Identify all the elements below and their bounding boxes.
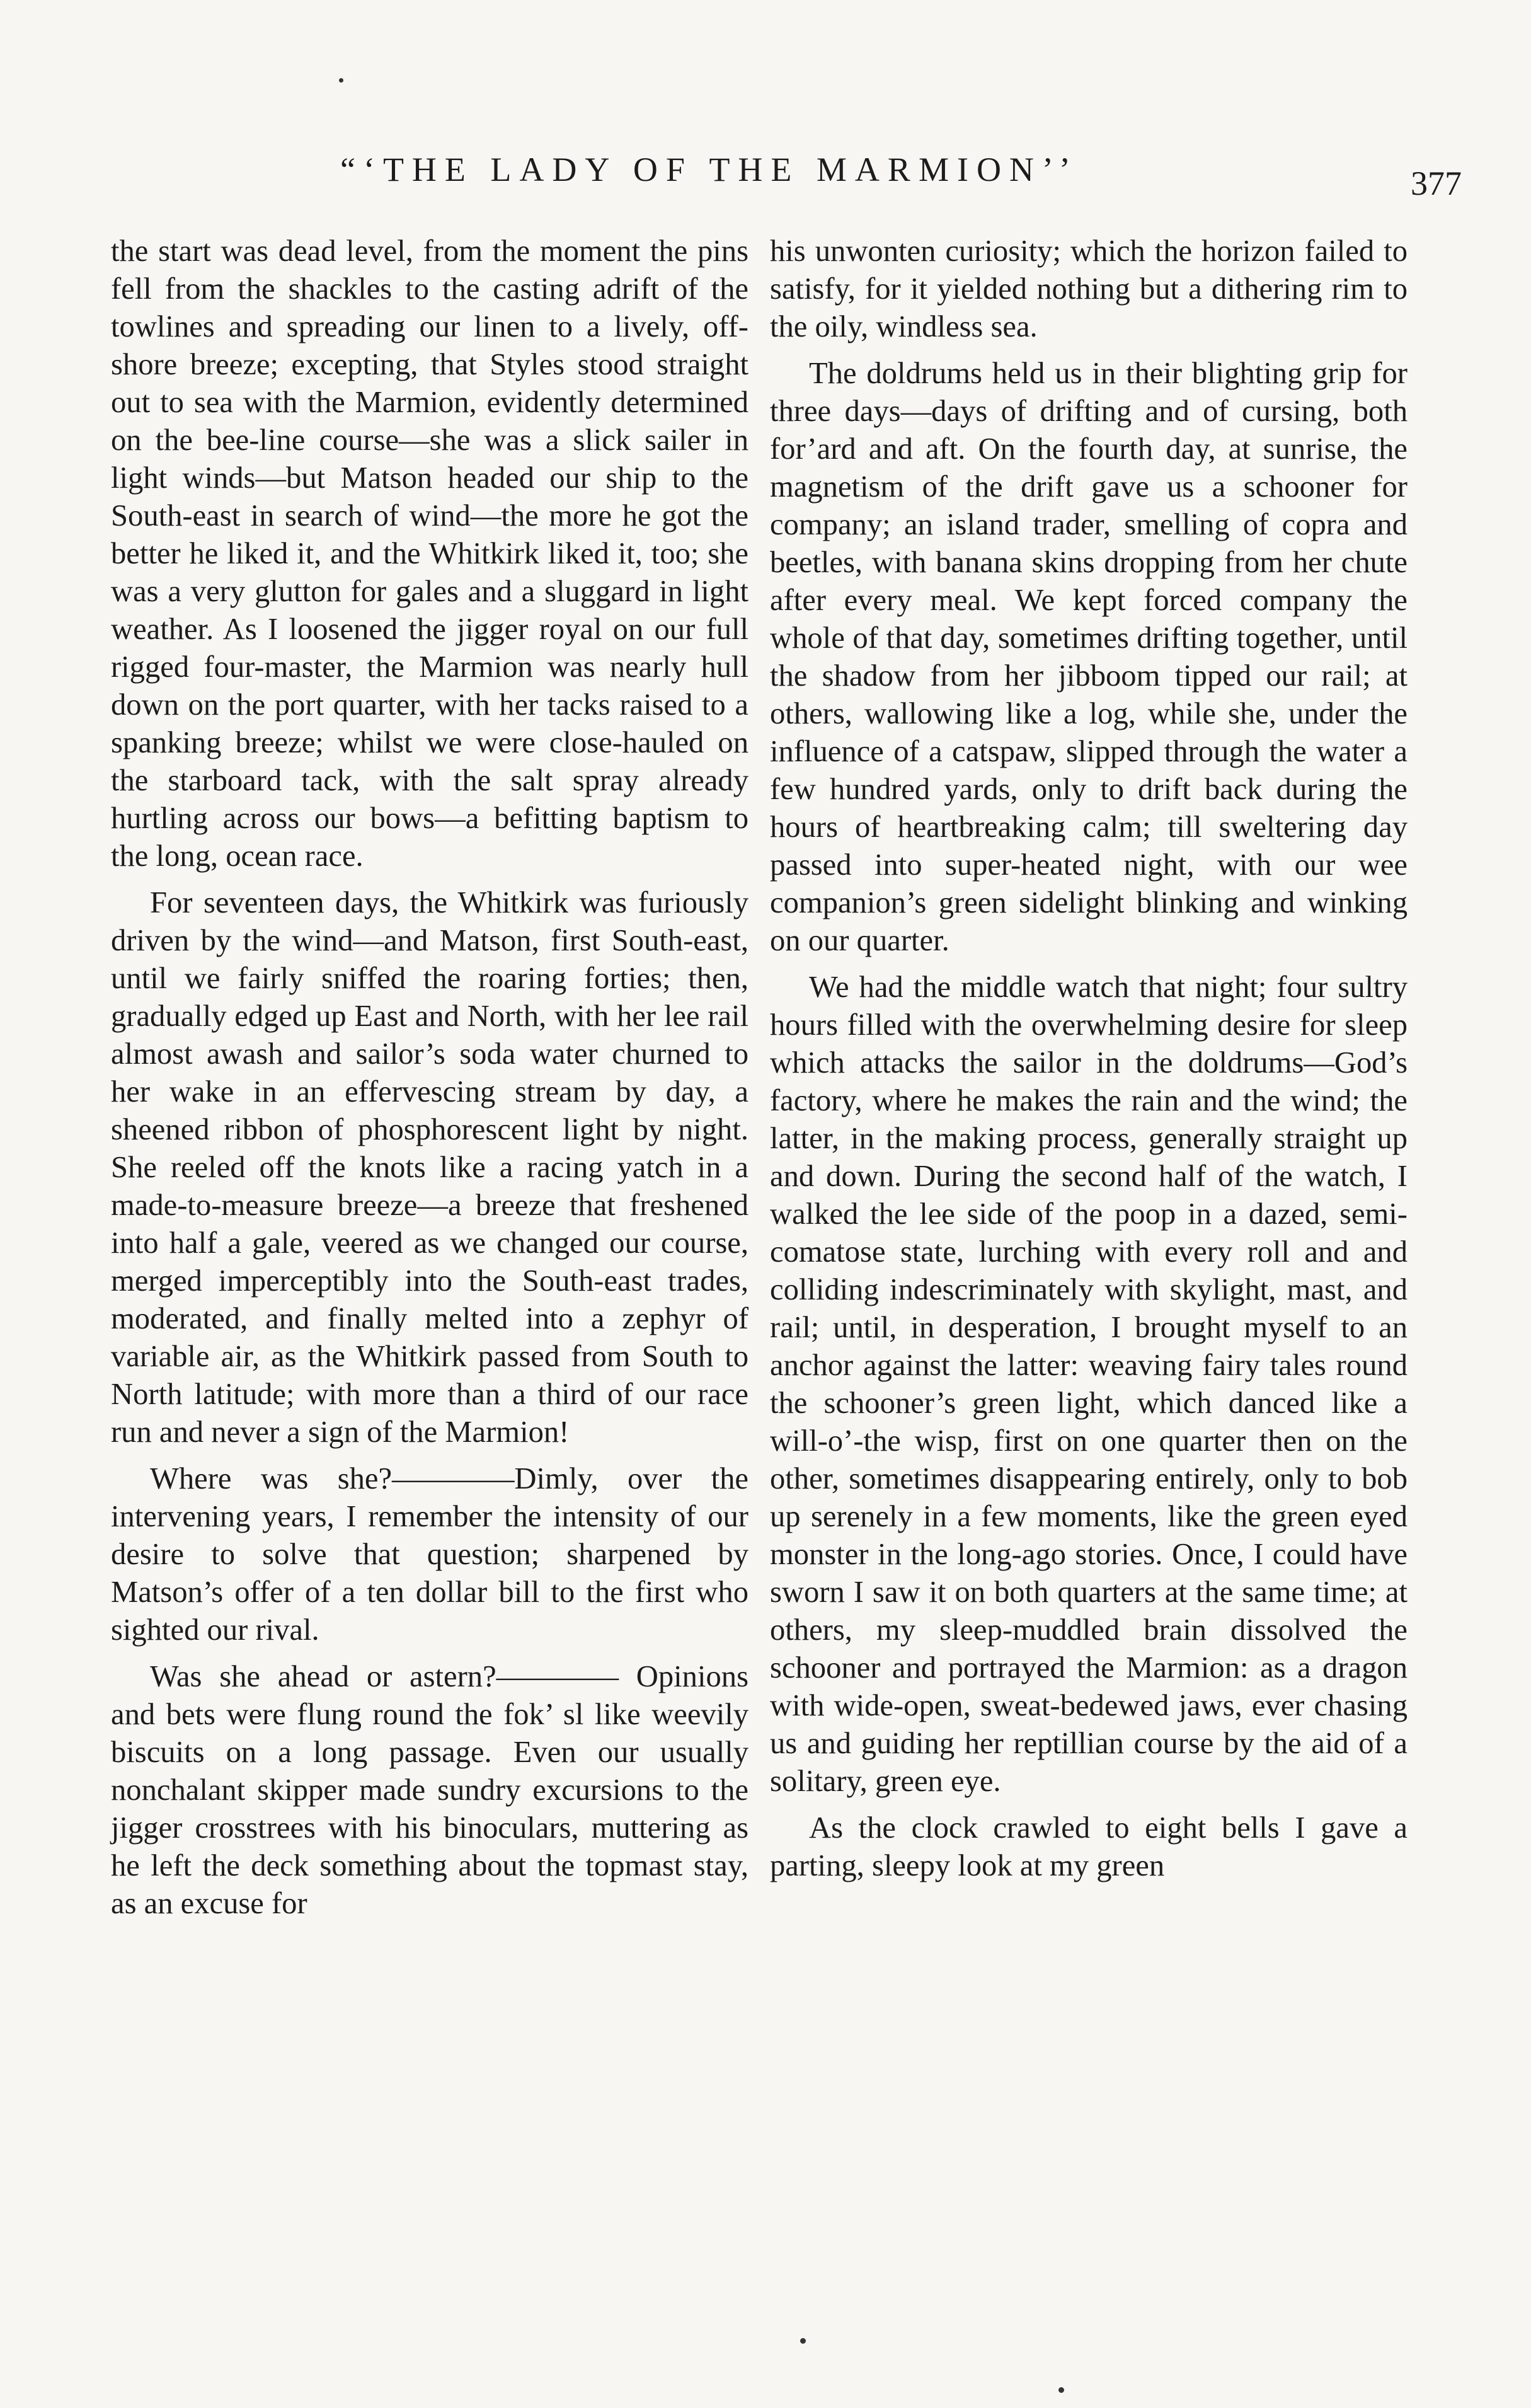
page-header (340, 150, 1462, 207)
page-number: 377 (1411, 164, 1462, 202)
paragraph: As the clock crawled to eight bells I gave a parting, sleepy look at my green (770, 1811, 1408, 1882)
right-column (770, 232, 1408, 1893)
print-speck (800, 2338, 806, 2344)
paragraph: Where was she?————Dimly, over the intervening years, I remember the intensity of our desire to solve that question; sharpened by Matson’s offer of a ten dollar bill to the first who sighted our rival. (111, 1461, 748, 1647)
print-speck (339, 78, 343, 83)
paragraph: his unwonten curiosity; which the horizon failed to satisfy, for it yielded nothing but a dithering rim to the oily, windless sea. (770, 234, 1408, 343)
paragraph: the start was dead level, from the moment the pins fell from the shackles to the casting adrift of the towlines and spreading our linen to a lively, off-shore breeze; excepting, that Styles stood straight out to sea with the Marmion, evidently determined on the bee-line course—she was a slick sailer in light winds—but Matson headed our ship to the South-east in search of wind—the more he got the better he liked it, and the Whitkirk liked it, too; she was a very glutton for gales and a sluggard in light weather. As I loosened the jigger royal on our full rigged four-master, the Marmion was nearly hull down on the port quarter, with her tacks raised to a spanking breeze; whilst we were close-hauled on the starboard tack, with the salt spray already hurtling across our bows—a befitting baptism to the long, ocean race. (111, 234, 748, 873)
running-title: “‘THE LADY OF THE MARMION’’ (340, 151, 1079, 188)
left-column (111, 232, 748, 1931)
paragraph: For seventeen days, the Whitkirk was furiously driven by the wind—and Matson, first South-east, until we fairly sniffed the roaring forties; then, gradually edged up East and North, with her lee rail almost awash and sailor’s soda water churned to her wake in an effervescing stream by day, a sheened ribbon of phosphorescent light by night. She reeled off the knots like a racing yatch in a made-to-measure breeze—a breeze that freshened into half a gale, veered as we changed our course, merged imperceptibly into the South-east trades, moderated, and finally melted into a zephyr of variable air, as the Whitkirk passed from South to North latitude; with more than a third of our race run and never a sign of the Marmion! (111, 885, 748, 1449)
paragraph: We had the middle watch that night; four sultry hours filled with the overwhelming desire for sleep which attacks the sailor in the doldrums—God’s factory, where he makes the rain and the wind; the latter, in the making process, generally straight up and down. During the second half of the watch, I walked the lee side of the poop in a dazed, semi-comatose state, lurching with every roll and and colliding indescriminately with skylight, mast, and rail; until, in desperation, I brought myself to an anchor against the latter: weaving fairy tales round the schooner’s green light, which danced like a will-o’-the wisp, first on one quarter then on the other, sometimes disappearing entirely, only to bob up serenely in a few moments, like the green eyed monster in the long-ago stories. Once, I could have sworn I saw it on both quarters at the same time; at others, my sleep-muddled brain dissolved the schooner and portrayed the Marmion: as a dragon with wide-open, sweat-bedewed jaws, ever chasing us and guiding her reptillian course by the aid of a solitary, green eye. (770, 970, 1408, 1798)
print-speck (1058, 2387, 1064, 2393)
paragraph: Was she ahead or astern?———— Opinions and bets were flung round the fok’ sl like weevily biscuits on a long passage. Even our usually nonchalant skipper made sundry excursions to the jigger crosstrees with his binoculars, muttering as he left the deck something about the topmast stay, as an excuse for (111, 1659, 748, 1920)
paragraph: The doldrums held us in their blighting grip for three days—days of drifting and of cursing, both for’ard and aft. On the fourth day, at sunrise, the magnetism of the drift gave us a schooner for company; an island trader, smelling of copra and beetles, with banana skins dropping from her chute after every meal. We kept forced company the whole of that day, sometimes drifting together, until the shadow from her jibboom tipped our rail; at others, wallowing like a log, while she, under the influence of a catspaw, slipped through the water a few hundred yards, only to drift back during the hours of heartbreaking calm; till sweltering day passed into super-heated night, with our wee companion’s green sidelight blinking and winking on our quarter. (770, 356, 1408, 957)
